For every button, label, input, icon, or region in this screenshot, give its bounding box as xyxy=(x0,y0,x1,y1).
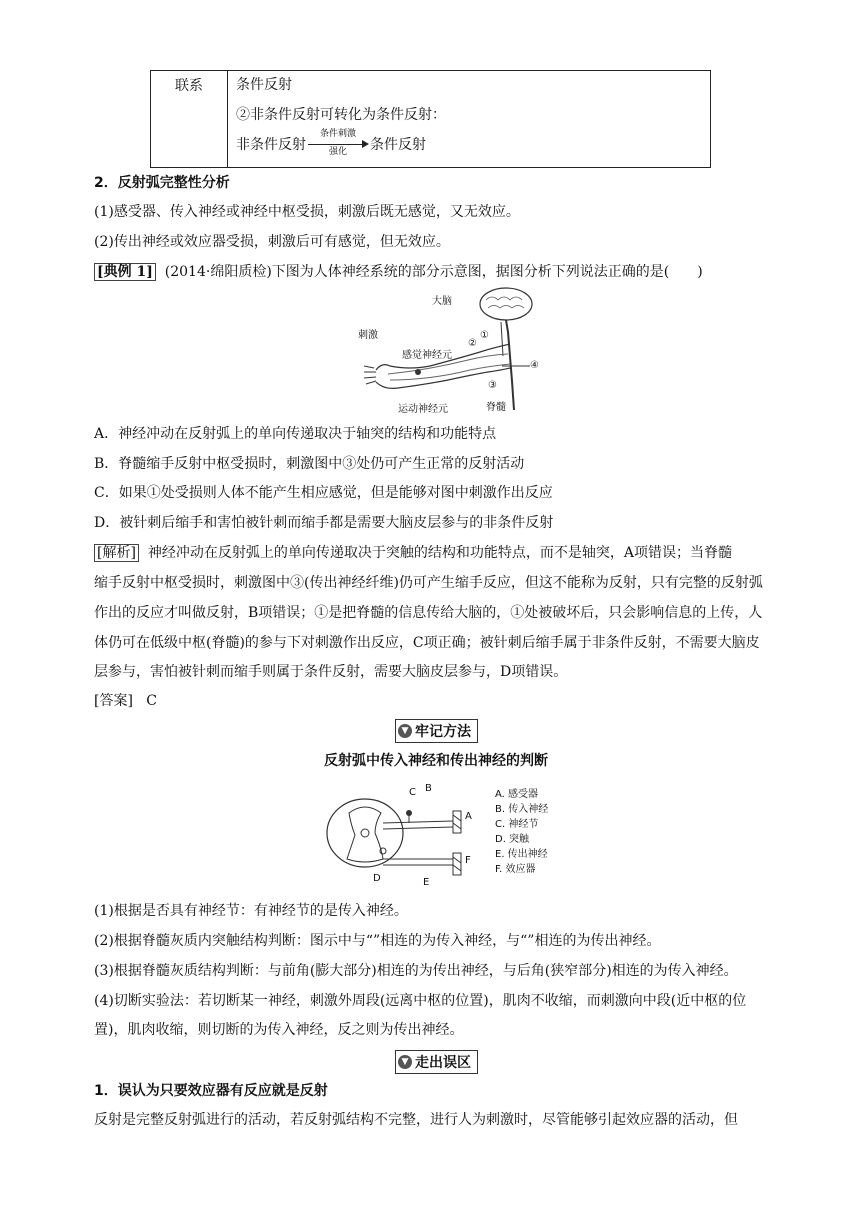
analysis-text: 神经冲动在反射弧上的单向传递取决于突触的结构和功能特点，而不是轴突，A项错误；当脊髓 xyxy=(147,545,732,561)
method-banner xyxy=(395,719,478,743)
legend-c: C. 神经节 xyxy=(495,819,539,830)
table-label-text: 联系 xyxy=(175,78,203,94)
label-c: C xyxy=(409,787,416,798)
method-paragraph-4b: 置)，肌肉收缩，则切断的为传入神经，反之则为传出神经。 xyxy=(94,1022,464,1038)
label-a: A xyxy=(465,811,472,822)
label-2: ② xyxy=(468,338,477,349)
legend-b: B. 传入神经 xyxy=(495,804,549,815)
analysis-line-5: 层参与，害怕被针刺而缩手则属于条件反射，需要大脑皮层参与，D项错误。 xyxy=(94,664,568,680)
label-d: D xyxy=(373,873,381,884)
formula-to: 条件反射 xyxy=(370,137,426,153)
chevron-down-icon: ▼ xyxy=(398,724,412,738)
label-motor-neuron: 运动神经元 xyxy=(398,404,448,415)
answer-value: C xyxy=(146,693,158,709)
nervous-system-drawing xyxy=(358,286,548,416)
label-brain: 大脑 xyxy=(432,296,452,307)
formula-from: 非条件反射 xyxy=(236,137,306,153)
method-title: 反射弧中传入神经和传出神经的判断 xyxy=(324,753,548,769)
analysis-line-3: 作出的反应才叫做反射，B项错误；①是把脊髓的信息传给大脑的，①处被破坏后，只会影响信息的上传，人 xyxy=(94,605,763,621)
label-f: F xyxy=(465,855,471,866)
analysis-line-1 xyxy=(94,543,732,563)
legend-e: E. 传出神经 xyxy=(495,849,548,860)
nervous-system-figure xyxy=(358,286,548,416)
label-stimulus: 刺激 xyxy=(358,330,378,341)
method-paragraph-1: (1)根据是否具有神经节：有神经节的是传入神经。 xyxy=(94,903,408,919)
table-content-cell xyxy=(228,71,711,168)
answer-tag: [答案] xyxy=(94,693,133,709)
arrow-top-label: 条件刺激 xyxy=(319,129,356,139)
option-a: A．神经冲动在反射弧上的单向传递取决于轴突的结构和功能特点 xyxy=(94,426,497,442)
option-b: B．脊髓缩手反射中枢受损时，刺激图中③处仍可产生正常的反射活动 xyxy=(94,456,525,472)
mistake-paragraph: 反射是完整反射弧进行的活动，若反射弧结构不完整，进行人为刺激时，尽管能够引起效应器的活动，但 xyxy=(94,1112,738,1128)
table-line-1: 条件反射 xyxy=(236,77,292,93)
table-formula xyxy=(236,129,704,161)
label-b: B xyxy=(425,783,432,794)
option-c: C．如果①处受损则人体不能产生相应感觉，但是能够对图中刺激作出反应 xyxy=(94,485,553,501)
analysis-line-4: 体仍可在低级中枢(脊髓)的参与下对刺激作出反应，C项正确；被针刺后缩手属于非条件反射，不需要大脑皮 xyxy=(94,635,760,651)
method-paragraph-4a: (4)切断实验法：若切断某一神经，刺激外周段(远离中枢的位置)，肌肉不收缩，而刺激向中段(近中枢的位 xyxy=(94,993,747,1009)
conversion-arrow xyxy=(308,129,368,157)
paragraph: (2)传出神经或效应器受损，刺激后可有感觉，但无效应。 xyxy=(94,234,450,250)
label-sensory-neuron: 感觉神经元 xyxy=(402,350,452,361)
label-1: ① xyxy=(480,330,489,341)
answer xyxy=(94,691,157,711)
example-tag: [典例 1] xyxy=(94,263,156,281)
legend-a: A. 感受器 xyxy=(495,789,539,800)
table-row-label xyxy=(151,71,228,168)
method-banner-text: 牢记方法 xyxy=(415,724,471,740)
label-4: ④ xyxy=(530,360,539,371)
section-heading: 2．反射弧完整性分析 xyxy=(94,175,230,191)
arrow-bottom-label: 强化 xyxy=(328,147,347,157)
analysis-line-2: 缩手反射中枢受损时，刺激图中③(传出神经纤维)仍可产生缩手反应，但这不能称为反射，只有完整的反射弧 xyxy=(94,575,763,591)
analysis-tag: [解析] xyxy=(94,544,139,562)
mistake-banner xyxy=(395,1050,478,1074)
example-source: (2014·绵阳质检) xyxy=(164,264,272,280)
method-paragraph-2: (2)根据脊髓灰质内突触结构判断：图示中与“”相连的为传入神经，与“”相连的为传出神经。 xyxy=(94,933,661,949)
table-line-2: ②非条件反射可转化为条件反射： xyxy=(236,107,446,123)
mistake-heading: 1．误认为只要效应器有反应就是反射 xyxy=(94,1083,328,1099)
example-question-text: 下图为人体神经系统的部分示意图，据图分析下列说法正确的是( ) xyxy=(271,264,703,280)
example-question xyxy=(94,262,703,282)
label-3: ③ xyxy=(488,380,497,391)
chevron-down-icon: ▼ xyxy=(398,1055,412,1069)
reflex-arc-figure xyxy=(325,783,565,893)
legend-d: D. 突触 xyxy=(495,834,530,845)
legend-f: F. 效应器 xyxy=(495,864,536,875)
comparison-table xyxy=(150,70,711,168)
paragraph: (1)感受器、传入神经或神经中枢受损，刺激后既无感觉，又无效应。 xyxy=(94,204,520,220)
mistake-banner-text: 走出误区 xyxy=(415,1055,471,1071)
method-paragraph-3: (3)根据脊髓灰质结构判断：与前角(膨大部分)相连的为传出神经，与后角(狭窄部分)相连的为传入神经。 xyxy=(94,963,738,979)
label-e: E xyxy=(423,877,430,888)
label-spinal-cord: 脊髓 xyxy=(486,402,506,413)
option-d: D．被针刺后缩手和害怕被针刺而缩手都是需要大脑皮层参与的非条件反射 xyxy=(94,515,554,531)
